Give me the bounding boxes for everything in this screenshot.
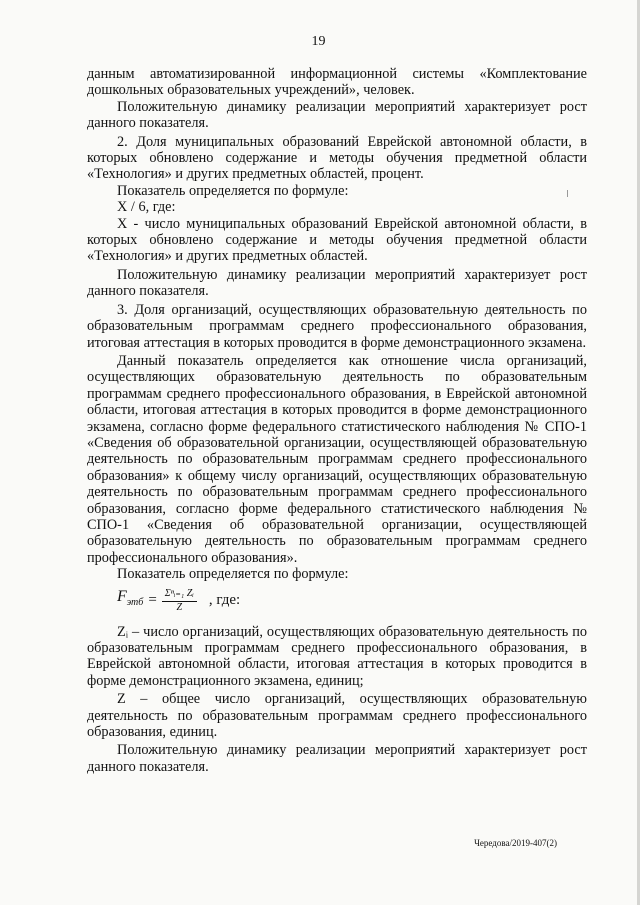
footer-reference: Чередова/2019-407(2): [474, 838, 557, 848]
paragraph: Z – общее число организаций, осуществляющих образовательную деятельность по образовательным программам среднего профессионального образования, единиц.: [87, 691, 587, 741]
paragraph: Zᵢ – число организаций, осуществляющих образовательную деятельность по образовательным программам среднего профессионального образования, в Еврейской автономной области, итоговая аттестация в которых проводится в форме демонстрационного экзамена, единиц;: [87, 623, 587, 689]
scan-speck: [567, 190, 568, 197]
formula-fraction: [162, 588, 197, 614]
formula-numerator: Σⁿᵢ₌₁ Zᵢ: [162, 588, 197, 602]
formula-denominator: Z: [176, 601, 183, 613]
page-number: 19: [311, 34, 326, 49]
formula-equals: =: [148, 592, 157, 609]
paragraph: Данный показатель определяется как отношение числа организаций, осуществляющих образовательную деятельность по образовательным программам среднего профессионального образования, в Еврейской автономной области, итоговая аттестация в которых проводится в форме демонстрационного экзамена, согласно форме федерального статистического наблюдения № СПО-1 «Сведения об образовательной организации, осуществляющей образовательную деятельность по образовательным программам среднего профессионального образования» к общему числу организаций, осуществляющих образовательную деятельность по образовательным программам среднего профессионального образования, согласно форме федерального статистического наблюдения № СПО-1 «Сведения об образовательной организации, осуществляющей образовательную деятельность по образовательным программам среднего профессионального образования».: [87, 352, 587, 566]
formula-suffix: , где:: [208, 592, 241, 609]
document-body: [87, 66, 587, 775]
paragraph: Положительную динамику реализации мероприятий характеризует рост данного показателя.: [87, 742, 587, 775]
paragraph: X - число муниципальных образований Еврейской автономной области, в которых обновлено содержание и методы обучения предметной области «Технология» и других предметных областей.: [87, 215, 587, 265]
paragraph: X / 6, где:: [117, 199, 176, 216]
paragraph: Положительную динамику реализации мероприятий характеризует рост данного показателя.: [87, 266, 587, 300]
formula: [117, 586, 587, 616]
paragraph: Положительную динамику реализации мероприятий характеризует рост данного показателя.: [87, 98, 587, 132]
paragraph: 3. Доля организаций, осуществляющих образовательную деятельность по образовательным программам среднего профессионального образования, итоговая аттестация в которых проводится в форме демонстрационного экзамена.: [87, 301, 587, 351]
formula-lhs: $F_{этб}$: [117, 588, 144, 609]
paragraph: Показатель определяется по формуле:: [117, 182, 349, 199]
paragraph: данным автоматизированной информационной системы «Комплектование дошкольных образовательных учреждений», человек.: [87, 66, 587, 99]
paragraph: 2. Доля муниципальных образований Еврейской автономной области, в которых обновлено содержание и методы обучения предметной области «Технология» и других предметных областей, процент.: [87, 133, 587, 183]
paragraph: Показатель определяется по формуле:: [117, 566, 349, 583]
